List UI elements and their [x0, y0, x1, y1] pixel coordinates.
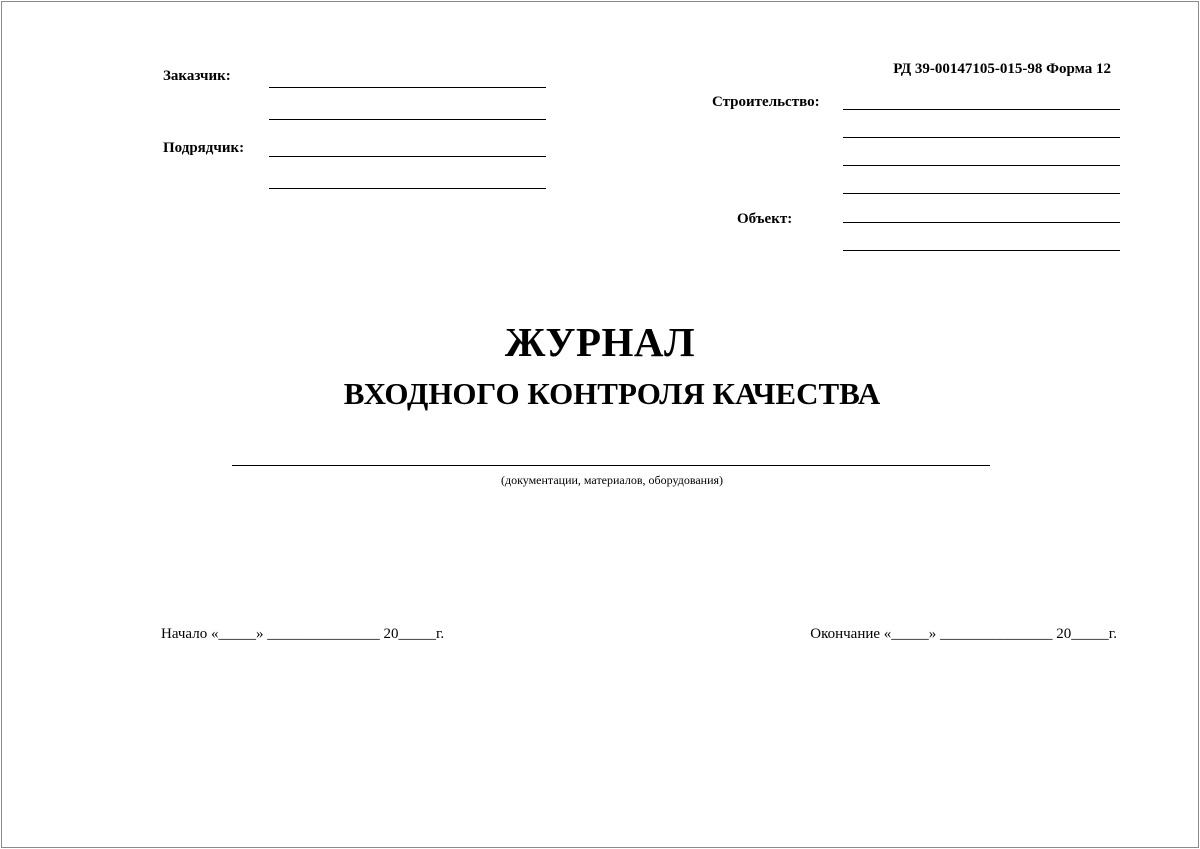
construction-line-3[interactable] — [843, 165, 1120, 166]
construction-line-4[interactable] — [843, 193, 1120, 194]
contractor-label: Подрядчик: — [163, 140, 245, 156]
contractor-line-2[interactable] — [269, 188, 546, 189]
object-line-1[interactable] — [843, 222, 1120, 223]
start-date[interactable]: Начало «_____» _______________ 20_____г. — [161, 626, 445, 642]
journal-title: ЖУРНАЛ — [504, 319, 696, 365]
object-label: Объект: — [737, 211, 793, 227]
customer-line-1[interactable] — [269, 87, 546, 88]
customer-label: Заказчик: — [163, 68, 231, 84]
journal-subtitle: ВХОДНОГО КОНТРОЛЯ КАЧЕСТВА — [343, 376, 881, 411]
construction-label: Строительство: — [712, 94, 820, 110]
customer-line-2[interactable] — [269, 119, 546, 120]
contractor-line-1[interactable] — [269, 156, 546, 157]
subject-caption: (документации, материалов, оборудования) — [500, 473, 724, 487]
document-page — [1, 1, 1199, 848]
construction-line-2[interactable] — [843, 137, 1120, 138]
construction-line-1[interactable] — [843, 109, 1120, 110]
end-date[interactable]: Окончание «_____» _______________ 20_____г. — [810, 626, 1117, 642]
subject-line[interactable] — [232, 465, 990, 466]
form-code: РД 39-00147105-015-98 Форма 12 — [893, 61, 1111, 77]
object-line-2[interactable] — [843, 250, 1120, 251]
